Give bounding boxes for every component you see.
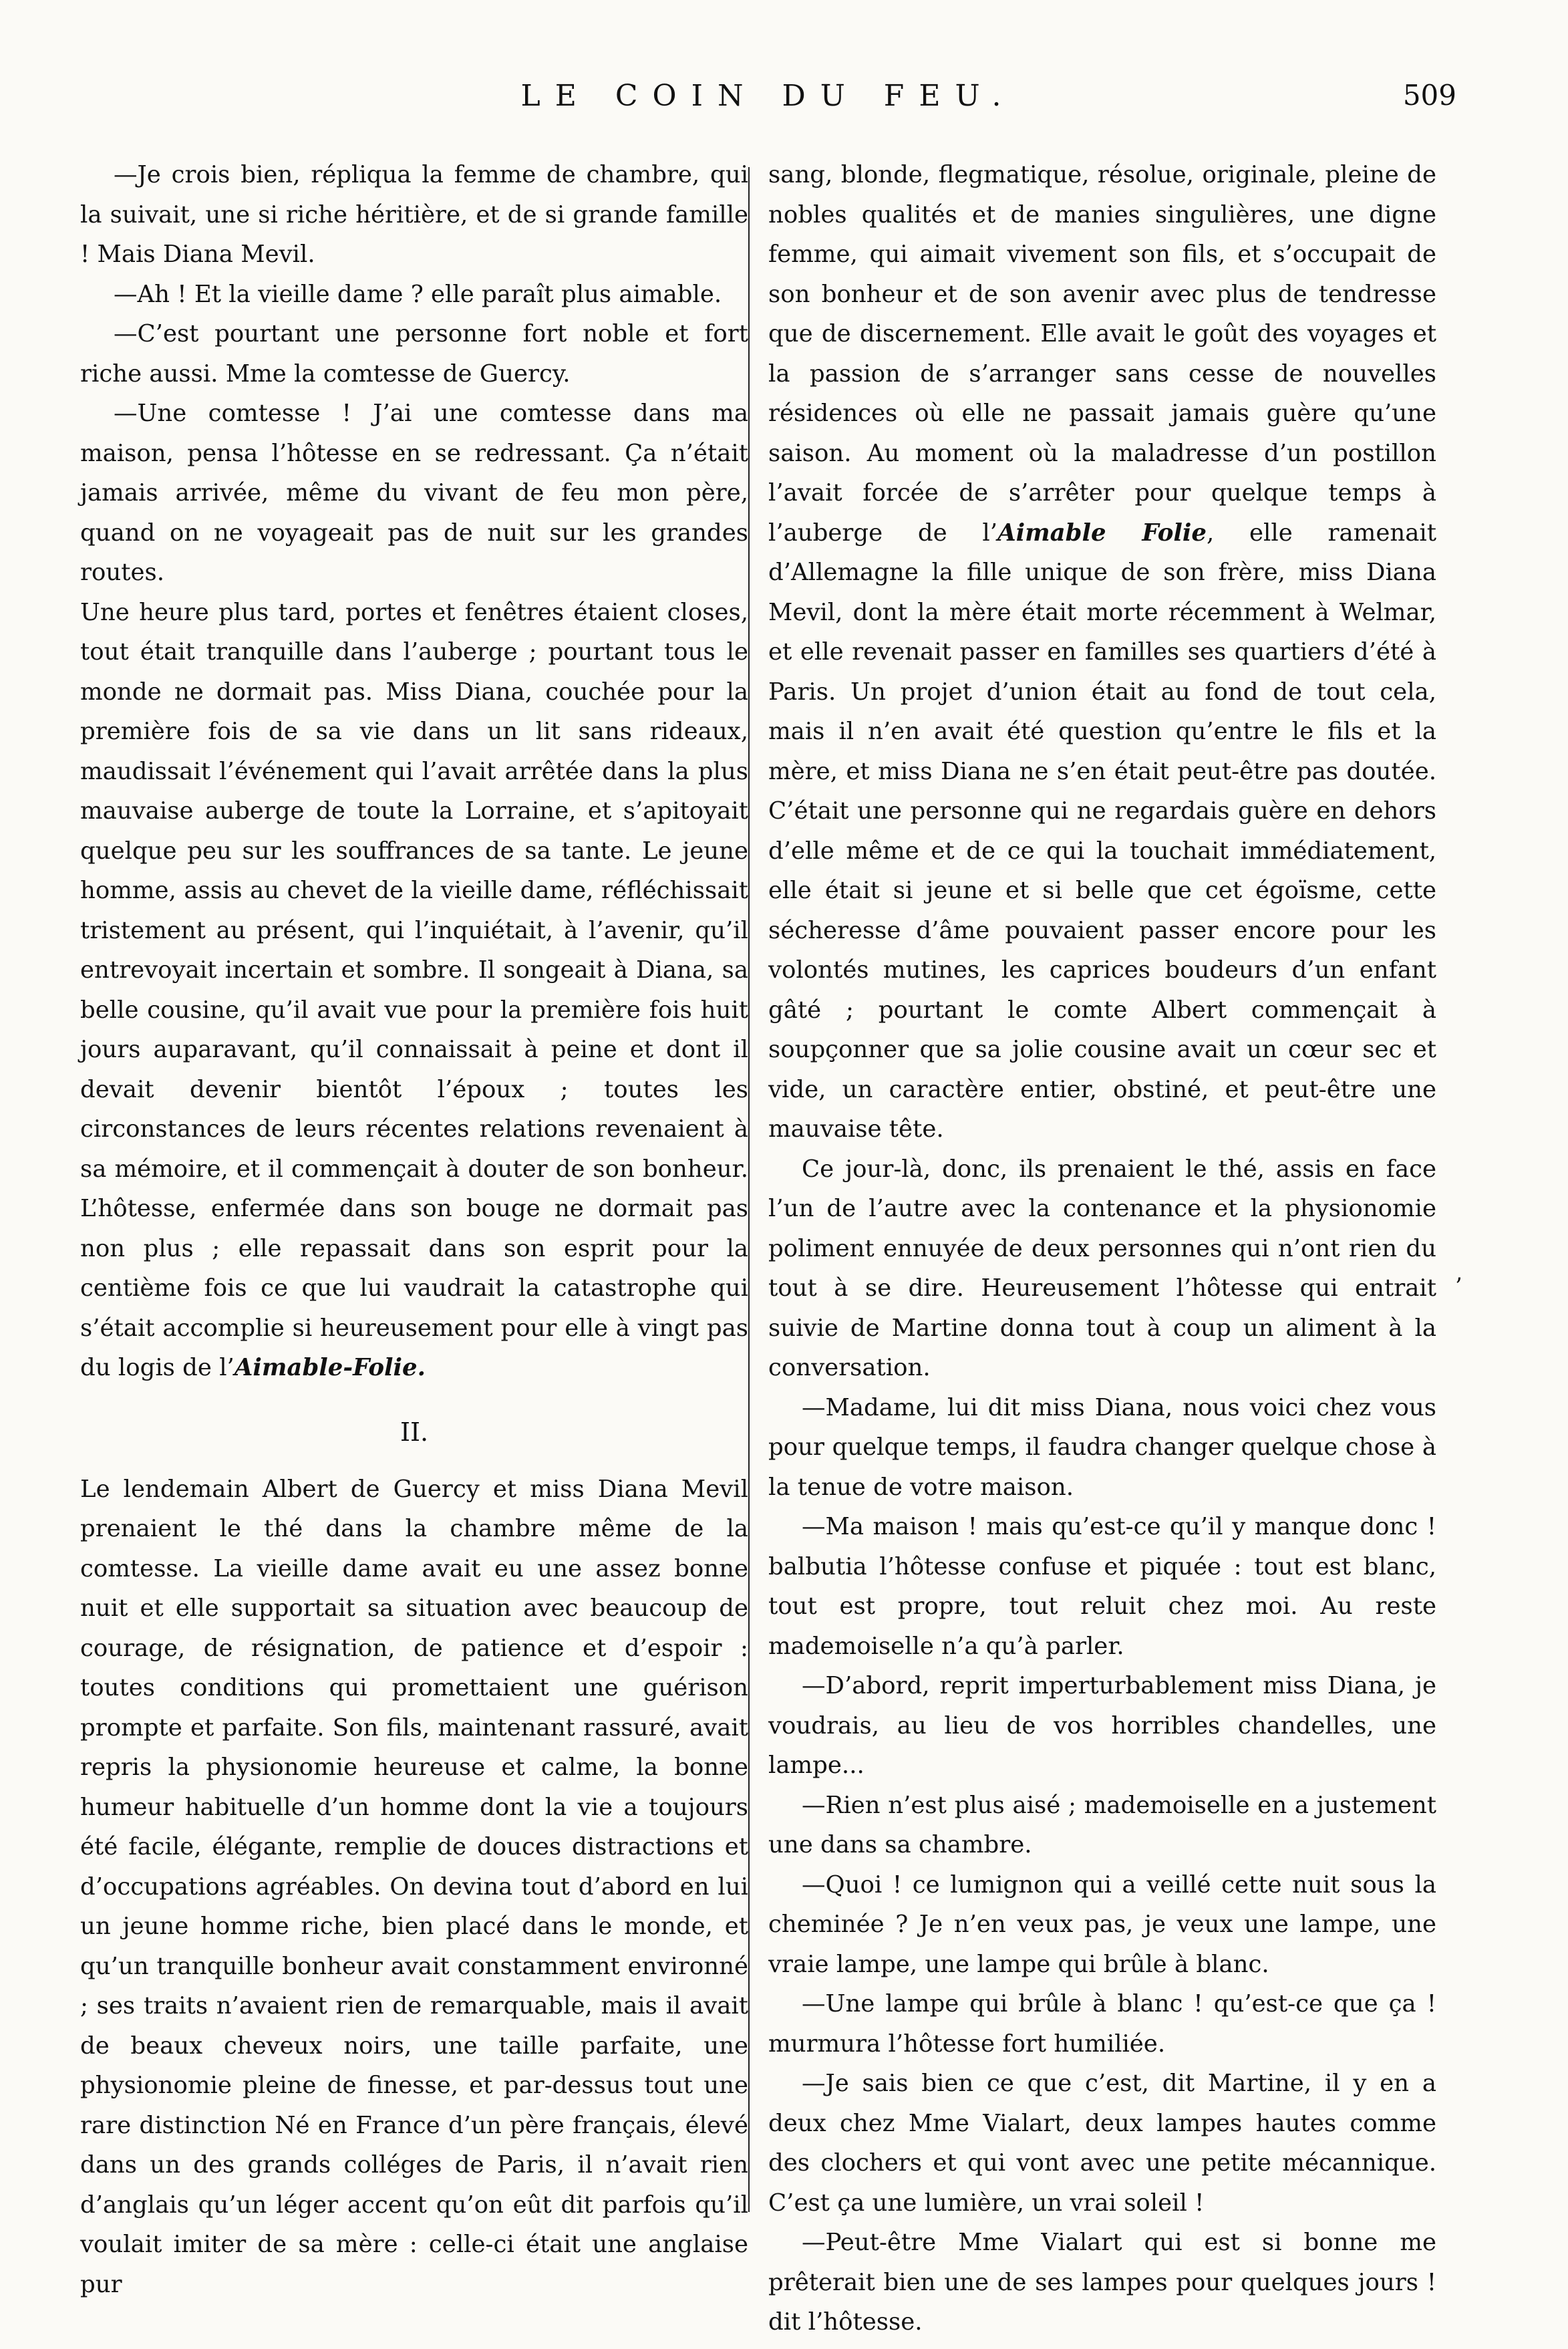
margin-mark: ’ <box>1455 1273 1462 1300</box>
paragraph-text: , elle ramenait d’Allemagne la fille unique de son frère, miss Diana Mevil, dont la mère était morte récemment à Welmar, et elle revenait passer en familles ses quartiers d’été à Paris. Un projet d’union était au fond de tout cela, mais il n’en avait été question qu’entre le fils et la mère, et miss Diana ne s’en était peut-être pas doutée. C’était une personne qui ne regardais guère en dehors d’elle même et de ce qui la touchait immédiatement, elle était si jeune et si belle que cet égoïsme, cette sécheresse d’âme pouvaient passer encore pour les volontés mutines, les caprices boudeurs d’un enfant gâté ; pourtant le comte Albert commençait à soupçonner que sa jolie cousine avait un cœur sec et vide, un caractère entier, obstiné, et peut-être une mauvaise tête. <box>768 519 1436 1143</box>
section-heading: II. <box>400 1417 429 1447</box>
page-number: 509 <box>1402 79 1456 112</box>
paragraph: —Une comtesse ! J’ai une comtesse dans ma maison, pensa l’hôtesse en se redressant. Ça n’était jamais arrivée, même du vivant de feu mon père, quand on ne voyageait pas de nuit sur les grandes routes. <box>80 400 748 586</box>
paragraph: —Quoi ! ce lumignon qui a veillé cette nuit sous la cheminée ? Je n’en veux pas, je veux une lampe, une vraie lampe, une lampe qui brûle à blanc. <box>768 1871 1436 1978</box>
paragraph-text: Une heure plus tard, portes et fenêtres étaient closes, tout était tranquille dans l’auberge ; pourtant tous le monde ne dormait pas. Miss Diana, couchée pour la première fois de sa vie dans un lit sans rideaux, maudissait l’événement qui l’avait arrêtée dans la plus mauvaise auberge de toute la Lorraine, et s’apitoyait quelque peu sur les souffrances de sa tante. Le jeune homme, assis au chevet de la vieille dame, réfléchissait tristement au présent, qui l’inquiétait, à l’avenir, qu’il entrevoyait incertain et sombre. Il songeait à Diana, sa belle cousine, qu’il avait vue pour la première fois huit jours auparavant, qu’il connaissait à peine et dont il devait devenir bientôt l’époux ; toutes les circonstances de leurs récentes relations revenaient à sa mémoire, et il commençait à douter de son bonheur. L’hôtesse, enfermée dans son bouge ne dormait pas non plus ; elle repassait dans son esprit pour la centième fois ce que lui vaudrait la catastrophe qui s’était accomplie si heureusement pour elle à vingt pas du logis de l’ <box>80 598 748 1381</box>
right-column <box>768 155 1436 2342</box>
paragraph: —Je sais bien ce que c’est, dit Martine, il y en a deux chez Mme Vialart, deux lampes hautes comme des clochers et qui vont avec une petite mécannique. C’est ça une lumière, un vrai soleil ! <box>768 2070 1436 2217</box>
paragraph: —Rien n’est plus aisé ; mademoiselle en a justement une dans sa chambre. <box>768 1791 1436 1858</box>
paragraph <box>768 155 1436 1149</box>
inn-name-italic: Aimable Folie <box>997 519 1207 547</box>
paragraph: Ce jour-là, donc, ils prenaient le thé, assis en face l’un de l’autre avec la contenance et la physionomie poliment ennuyée de deux personnes qui n’ont rien du tout à se dire. Heureusement l’hôtesse qui entrait suivie de Martine donna tout à coup un aliment à la conversation. <box>768 1155 1436 1381</box>
paragraph: —C’est pourtant une personne fort noble et fort riche aussi. Mme la comtesse de Guercy. <box>80 320 748 388</box>
page-header <box>80 79 1456 119</box>
paragraph: —Une lampe qui brûle à blanc ! qu’est-ce que ça ! murmura l’hôtesse fort humiliée. <box>768 1990 1436 2058</box>
paragraph: —Ah ! Et la vieille dame ? elle paraît plus aimable. <box>114 280 722 308</box>
column-divider <box>748 167 750 2212</box>
paragraph-text: sang, blonde, flegmatique, résolue, originale, pleine de nobles qualités et de manies singulières, une digne femme, qui aimait vivement son fils, et s’occupait de son bonheur et de son avenir avec plus de tendresse que de discernement. Elle avait le goût des voyages et la passion de s’arranger sans cesse de nouvelles résidences où elle ne passait jamais guère qu’une saison. Au moment où la maladresse d’un postillon l’avait forcée de s’arrêter pour quelque temps à l’auberge de l’ <box>768 161 1436 547</box>
paragraph <box>80 593 748 1388</box>
inn-name-italic: Aimable-Folie. <box>234 1354 426 1381</box>
paragraph: —Madame, lui dit miss Diana, nous voici chez vous pour quelque temps, il faudra changer quelque chose à la tenue de votre maison. <box>768 1393 1436 1501</box>
running-title: LE COIN DU FEU. <box>520 79 1016 113</box>
paragraph: —D’abord, reprit imperturbablement miss Diana, je voudrais, au lieu de vos horribles chandelles, une lampe... <box>768 1672 1436 1779</box>
left-column <box>80 155 748 2304</box>
paragraph: Le lendemain Albert de Guercy et miss Diana Mevil prenaient le thé dans la chambre même de la comtesse. La vieille dame avait eu une assez bonne nuit et elle supportait sa situation avec beaucoup de courage, de résignation, de patience et d’espoir : toutes conditions qui promettaient une guérison prompte et parfaite. Son fils, maintenant rassuré, avait repris la physionomie heureuse et calme, la bonne humeur habituelle d’un homme dont la vie a toujours été facile, élégante, remplie de douces distractions et d’occupations agréables. On devina tout d’abord en lui un jeune homme riche, bien placé dans le monde, et qu’un tranquille bonheur avait constamment environné ; ses traits n’avaient rien de remarquable, mais il avait de beaux cheveux noirs, une taille parfaite, une physionomie pleine de finesse, et par-dessus tout une rare distinction Né en France d’un père français, élevé dans un des grands colléges de Paris, il n’avait rien d’anglais qu’un léger accent qu’on eût dit parfois qu’il voulait imiter de sa mère : celle-ci était une anglaise pur <box>80 1475 748 2298</box>
paragraph: —Peut-être Mme Vialart qui est si bonne me prêterait bien une de ses lampes pour quelques jours ! dit l’hôtesse. <box>768 2229 1436 2336</box>
paragraph: —Je crois bien, répliqua la femme de chambre, qui la suivait, une si riche héritière, et de si grande famille ! Mais Diana Mevil. <box>80 161 748 268</box>
paragraph: —Ma maison ! mais qu’est-ce qu’il y manque donc ! balbutia l’hôtesse confuse et piquée : tout est blanc, tout est propre, tout reluit chez moi. Au reste mademoiselle n’a qu’à parler. <box>768 1513 1436 1660</box>
